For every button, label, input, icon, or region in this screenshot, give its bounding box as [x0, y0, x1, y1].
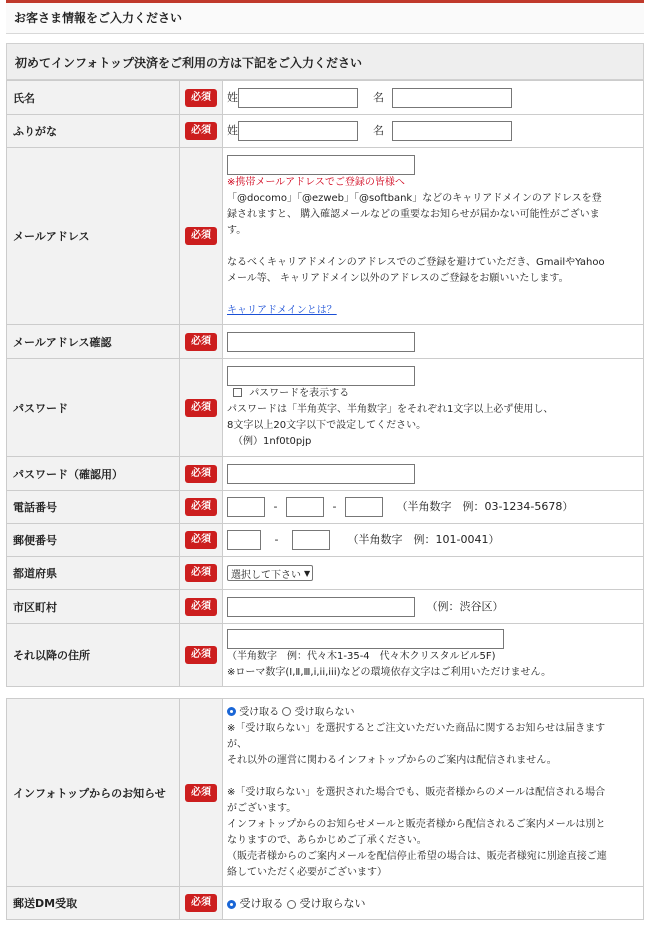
furigana-first-input[interactable]: [392, 121, 512, 141]
city-label: 市区町村: [7, 590, 180, 624]
phone-last-input[interactable]: [345, 497, 383, 517]
phone-label: 電話番号: [7, 491, 180, 524]
email-input[interactable]: [227, 155, 415, 175]
address-input[interactable]: [227, 629, 504, 649]
postal-separator: -: [274, 533, 279, 546]
postal-label: 郵便番号: [7, 524, 180, 557]
required-badge: 必須: [185, 399, 217, 417]
email-note-line: 録されますと、 購入確認メールなどの重要なお知らせが届かない可能性がございま: [227, 209, 600, 220]
notice-text-line: ※「受け取らない」を選択するとご注文いただいた商品に関するお知らせは届きます: [227, 722, 606, 734]
email-label: メールアドレス: [7, 148, 180, 325]
first-name-label: 名: [373, 90, 384, 104]
required-badge: 必須: [185, 894, 217, 912]
row-email-confirm: [7, 325, 644, 359]
show-password-checkbox[interactable]: [233, 388, 242, 397]
dm-label: 郵送DM受取: [7, 887, 180, 920]
notice-text-line: 絡していただく必要がございます）: [227, 866, 387, 878]
email-note-line: す。: [227, 225, 247, 236]
postal-first-input[interactable]: [227, 530, 261, 550]
notification-table: [6, 698, 644, 920]
row-furigana: [7, 115, 644, 148]
email-note-line: 「@docomo」「@ezweb」「@softbank」などのキャリアドメインのアドレスを登: [227, 193, 602, 204]
password-input[interactable]: [227, 366, 415, 386]
carrier-domain-link[interactable]: キャリアドメインとは？: [227, 305, 337, 316]
required-badge: 必須: [185, 465, 217, 483]
password-note-line: 8文字以上20文字以下で設定してください。: [227, 419, 427, 431]
prefecture-selected-value: 選択して下さい: [231, 569, 301, 581]
row-city: [7, 590, 644, 624]
prefecture-select[interactable]: [227, 565, 313, 581]
required-badge: 必須: [185, 598, 217, 616]
notice-text-line: それ以外の運営に関わるインフォトップからのご案内は配信されません。: [227, 754, 557, 766]
notice-decline-radio[interactable]: [282, 707, 291, 716]
notice-receive-radio[interactable]: [227, 707, 236, 716]
email-note-line: なるべくキャリアドメインのアドレスでのご登録を避けていただき、GmailやYahoo: [227, 257, 605, 268]
show-password-label: パスワードを表示する: [249, 387, 350, 399]
notice-label: インフォトップからのお知らせ: [7, 699, 180, 887]
required-badge: 必須: [185, 122, 217, 140]
password-note-line: パスワードは「半角英字、半角数字」をそれぞれ1文字以上必ず使用し、: [227, 403, 554, 415]
password-example: （例）1nf0t0pjp: [233, 435, 312, 447]
chevron-down-icon: ▼: [304, 568, 311, 578]
phone-middle-input[interactable]: [286, 497, 324, 517]
city-hint: （例：渋谷区）: [426, 599, 504, 613]
page-title: お客さま情報をご入力ください: [14, 11, 183, 25]
address-hint: （半角数字 例：代々木1-35-4 代々木クリスタルビル5F): [227, 651, 496, 662]
row-address: [7, 624, 644, 687]
required-badge: 必須: [185, 564, 217, 582]
phone-separator: -: [273, 500, 278, 513]
required-badge: 必須: [185, 498, 217, 516]
notice-text-line: ※「受け取らない」を選択された場合でも、販売者様からのメールは配信される場合: [227, 786, 606, 798]
row-phone: [7, 491, 644, 524]
furigana-last-label: 姓: [227, 124, 238, 137]
password-label: パスワード: [7, 359, 180, 457]
dm-receive-label: 受け取る: [239, 897, 284, 910]
notice-text-line: インフォトップからのお知らせメールと販売者様から配信されるご案内メールは別と: [227, 818, 606, 830]
email-confirm-label: メールアドレス確認: [7, 325, 180, 359]
row-password-confirm: [7, 457, 644, 491]
password-confirm-input[interactable]: [227, 464, 415, 484]
name-label: 氏名: [7, 81, 180, 115]
notice-text-line: なりますので、あらかじめご了承ください。: [227, 834, 427, 846]
postal-last-input[interactable]: [292, 530, 330, 550]
email-note-line: メール等、 キャリアドメイン以外のアドレスのご登録をお願いいたします。: [227, 273, 569, 284]
row-notice: [7, 699, 644, 887]
furigana-last-input[interactable]: [238, 121, 358, 141]
required-badge: 必須: [185, 646, 217, 664]
required-badge: 必須: [185, 333, 217, 351]
postal-hint: （半角数字 例：101-0041）: [347, 533, 500, 546]
last-name-input[interactable]: [238, 88, 358, 108]
address-note: ※ローマ数字(Ⅰ,Ⅱ,Ⅲ,i,ii,iii)などの環境依存文字はご利用いただけません。: [227, 667, 552, 678]
email-confirm-input[interactable]: [227, 332, 415, 352]
section-heading-text: 初めてインフォトップ決済をご利用の方は下記をご入力ください: [15, 56, 363, 70]
phone-separator: -: [332, 500, 337, 513]
required-badge: 必須: [185, 531, 217, 549]
prefecture-label: 都道府県: [7, 557, 180, 590]
phone-hint: （半角数字 例：03-1234-5678）: [396, 500, 574, 513]
email-warning: ※携帯メールアドレスでご登録の皆様へ: [227, 177, 405, 188]
required-badge: 必須: [185, 227, 217, 245]
last-name-label: 姓: [227, 90, 238, 104]
required-badge: 必須: [185, 784, 217, 802]
dm-decline-radio[interactable]: [287, 900, 296, 909]
password-confirm-label: パスワード（確認用）: [7, 457, 180, 491]
page-title-bar: [6, 0, 644, 34]
furigana-first-label: 名: [373, 124, 384, 137]
address-label: それ以降の住所: [7, 624, 180, 687]
notice-text-line: が、: [227, 738, 247, 750]
row-password: [7, 359, 644, 457]
notice-decline-label: 受け取らない: [294, 706, 355, 718]
dm-decline-label: 受け取らない: [299, 897, 366, 910]
notice-text-line: （販売者様からのご案内メールを配信停止希望の場合は、販売者様宛に別途直接ご連: [227, 850, 607, 862]
first-name-input[interactable]: [392, 88, 512, 108]
furigana-label: ふりがな: [7, 115, 180, 148]
row-name: [7, 81, 644, 115]
row-dm: [7, 887, 644, 920]
row-postal: [7, 524, 644, 557]
phone-area-input[interactable]: [227, 497, 265, 517]
notice-receive-label: 受け取る: [239, 706, 280, 718]
row-email: [7, 148, 644, 325]
dm-receive-radio[interactable]: [227, 900, 236, 909]
city-input[interactable]: [227, 597, 415, 617]
customer-form-table: [6, 80, 644, 687]
row-prefecture: [7, 557, 644, 590]
required-badge: 必須: [185, 89, 217, 107]
notice-text-line: がございます。: [227, 802, 297, 814]
section-heading: [6, 43, 644, 80]
